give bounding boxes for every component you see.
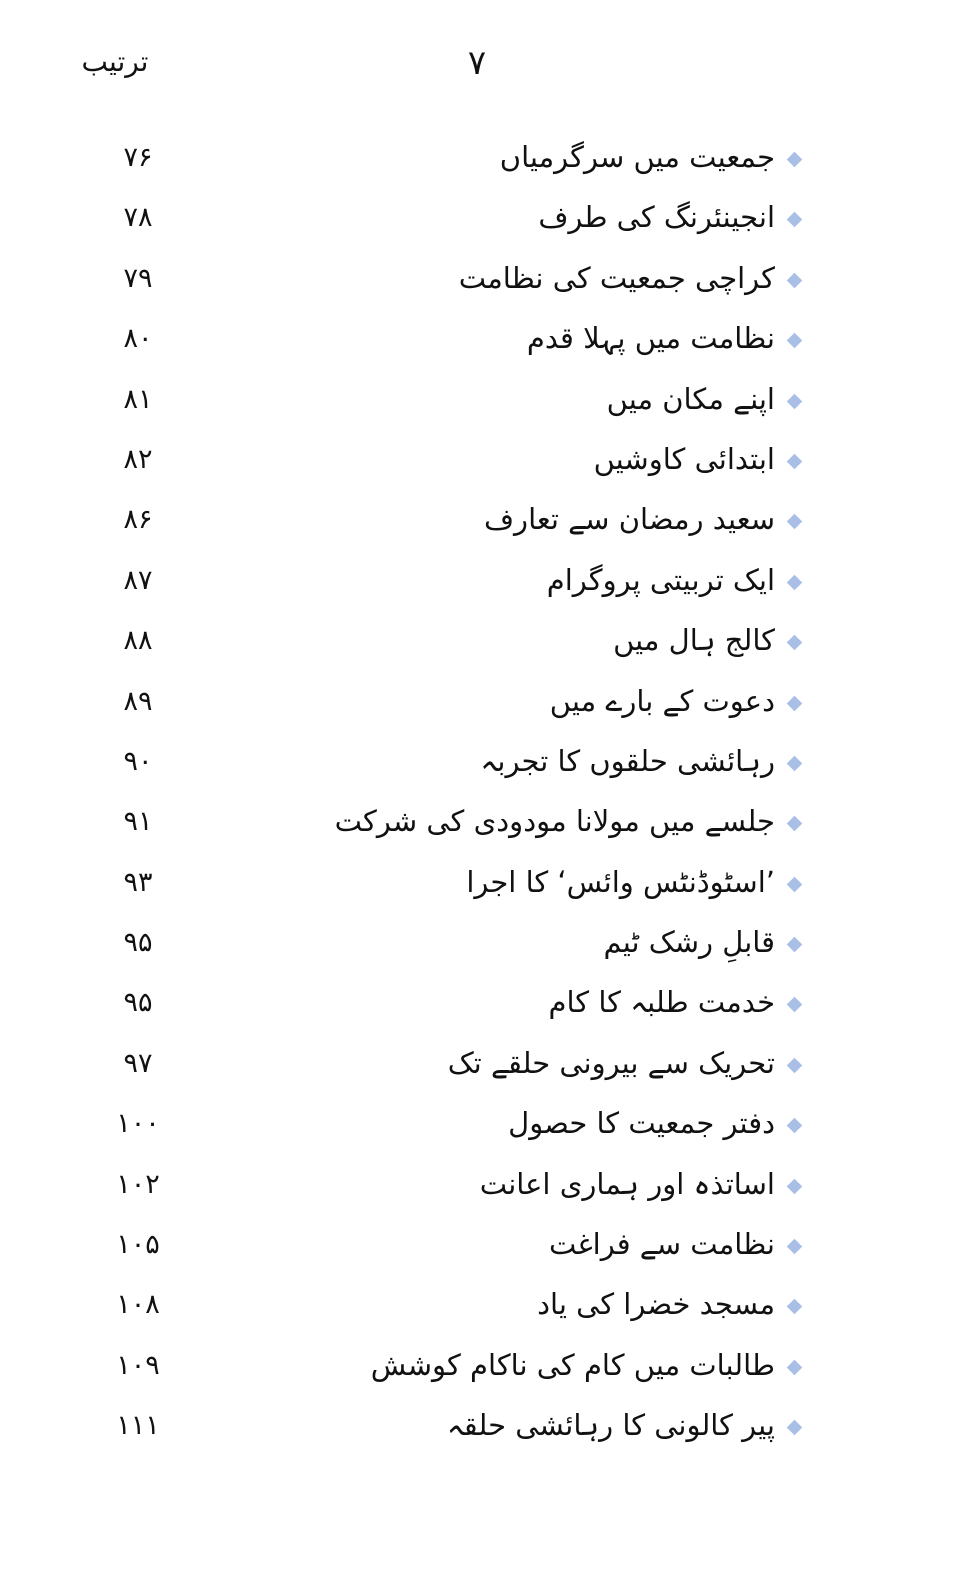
toc-entry-page: ۷۹	[123, 262, 153, 294]
diamond-bullet-icon	[787, 152, 803, 168]
toc-entry-title: جمعیت میں سرگرمیاں	[499, 140, 775, 174]
toc-entry-page: ۱۱۱	[116, 1410, 160, 1442]
toc-entry-title: رہائشی حلقوں کا تجربہ	[480, 743, 775, 778]
diamond-bullet-icon	[787, 1299, 803, 1315]
toc-entry-page: ۸۸	[123, 625, 153, 657]
toc-entry-title: اپنے مکان میں	[606, 381, 775, 416]
toc-entry-title: جلسے میں مولانا مودودی کی شرکت	[334, 804, 775, 839]
toc-entry	[0, 311, 979, 371]
toc-entry-page: ۷۸	[123, 202, 153, 234]
toc-entry-page: ۹۵	[123, 987, 153, 1019]
toc-entry-page: ۱۰۸	[116, 1289, 160, 1321]
page-number: ۷	[467, 43, 487, 83]
toc-entry-page: ۱۰۹	[116, 1349, 160, 1381]
toc-entry-title: نظامت سے فراغت	[549, 1227, 775, 1262]
toc-entry-title: نظامت میں پہلا قدم	[526, 321, 775, 356]
toc-entry-title: دعوت کے بارے میں	[549, 683, 775, 718]
diamond-bullet-icon	[787, 212, 803, 228]
toc-entry-page: ۸۶	[123, 504, 153, 536]
toc-entry	[0, 734, 979, 794]
toc-entry	[0, 674, 979, 734]
toc-entry-title: پیر کالونی کا رہائشی حلقہ	[446, 1408, 775, 1443]
toc-entry	[0, 1277, 979, 1337]
toc-entry	[0, 613, 979, 673]
toc-entry-page: ۹۰	[123, 745, 153, 777]
toc-entry-title: کراچی جمعیت کی نظامت	[458, 260, 775, 295]
diamond-bullet-icon	[787, 273, 803, 289]
toc-entry-title: انجینئرنگ کی طرف	[538, 200, 775, 235]
diamond-bullet-icon	[787, 876, 803, 892]
toc-entry	[0, 1036, 979, 1096]
diamond-bullet-icon	[787, 635, 803, 651]
toc-entry-title: خدمت طلبہ کا کام	[548, 985, 775, 1020]
diamond-bullet-icon	[787, 756, 803, 772]
diamond-bullet-icon	[787, 1239, 803, 1255]
toc-entry-page: ۹۵	[123, 927, 153, 959]
toc-entry	[0, 251, 979, 311]
diamond-bullet-icon	[787, 1178, 803, 1194]
toc-entry-page: ۹۷	[123, 1047, 153, 1079]
toc-entry-page: ۹۱	[123, 806, 153, 838]
table-of-contents	[0, 130, 979, 1459]
toc-entry-page: ۱۰۰	[116, 1108, 160, 1140]
running-head-title: ترتیب	[81, 45, 149, 78]
toc-entry	[0, 1157, 979, 1217]
toc-entry-page: ۹۳	[123, 866, 153, 898]
toc-entry	[0, 1217, 979, 1277]
diamond-bullet-icon	[787, 1118, 803, 1134]
toc-entry-title: ایک تربیتی پروگرام	[546, 562, 775, 597]
toc-entry	[0, 1398, 979, 1458]
toc-entry-title: ’اسٹوڈنٹس وائس‘ کا اجرا	[466, 864, 775, 899]
toc-entry-page: ۱۰۵	[116, 1229, 160, 1261]
toc-entry-title: ابتدائی کاوشیں	[593, 441, 775, 476]
toc-entry-page: ۷۶	[123, 142, 153, 173]
toc-entry-page: ۸۱	[123, 383, 153, 415]
toc-entry-title: سعید رمضان سے تعارف	[484, 502, 775, 537]
toc-entry	[0, 975, 979, 1035]
toc-entry-page: ۸۰	[123, 323, 153, 355]
diamond-bullet-icon	[787, 816, 803, 832]
toc-entry	[0, 492, 979, 552]
toc-entry	[0, 1096, 979, 1156]
diamond-bullet-icon	[787, 1058, 803, 1074]
toc-entry	[0, 553, 979, 613]
toc-entry	[0, 915, 979, 975]
toc-entry	[0, 372, 979, 432]
toc-entry-page: ۱۰۲	[116, 1168, 160, 1200]
diamond-bullet-icon	[787, 514, 803, 530]
diamond-bullet-icon	[787, 393, 803, 409]
toc-entry-title: قابلِ رشک ٹیم	[603, 925, 775, 960]
diamond-bullet-icon	[787, 454, 803, 470]
diamond-bullet-icon	[787, 333, 803, 349]
diamond-bullet-icon	[787, 695, 803, 711]
toc-entry	[0, 432, 979, 492]
toc-entry-page: ۸۲	[123, 443, 153, 475]
toc-entry	[0, 794, 979, 854]
toc-entry	[0, 190, 979, 250]
toc-entry-title: کالج ہال میں	[613, 623, 775, 658]
toc-entry-title: دفتر جمعیت کا حصول	[508, 1106, 775, 1141]
diamond-bullet-icon	[787, 1420, 803, 1436]
toc-entry	[0, 1338, 979, 1398]
toc-entry	[0, 855, 979, 915]
toc-entry-title: طالبات میں کام کی ناکام کوشش	[370, 1347, 775, 1382]
diamond-bullet-icon	[787, 937, 803, 953]
toc-entry-title: تحریک سے بیرونی حلقے تک	[447, 1045, 775, 1080]
diamond-bullet-icon	[787, 1360, 803, 1376]
diamond-bullet-icon	[787, 997, 803, 1013]
toc-entry-title: اساتذہ اور ہماری اعانت	[479, 1166, 775, 1201]
toc-entry-title: مسجد خضرا کی یاد	[537, 1287, 775, 1322]
toc-entry	[0, 130, 979, 190]
toc-entry-page: ۸۷	[123, 564, 153, 596]
diamond-bullet-icon	[787, 574, 803, 590]
toc-entry-page: ۸۹	[123, 685, 153, 717]
